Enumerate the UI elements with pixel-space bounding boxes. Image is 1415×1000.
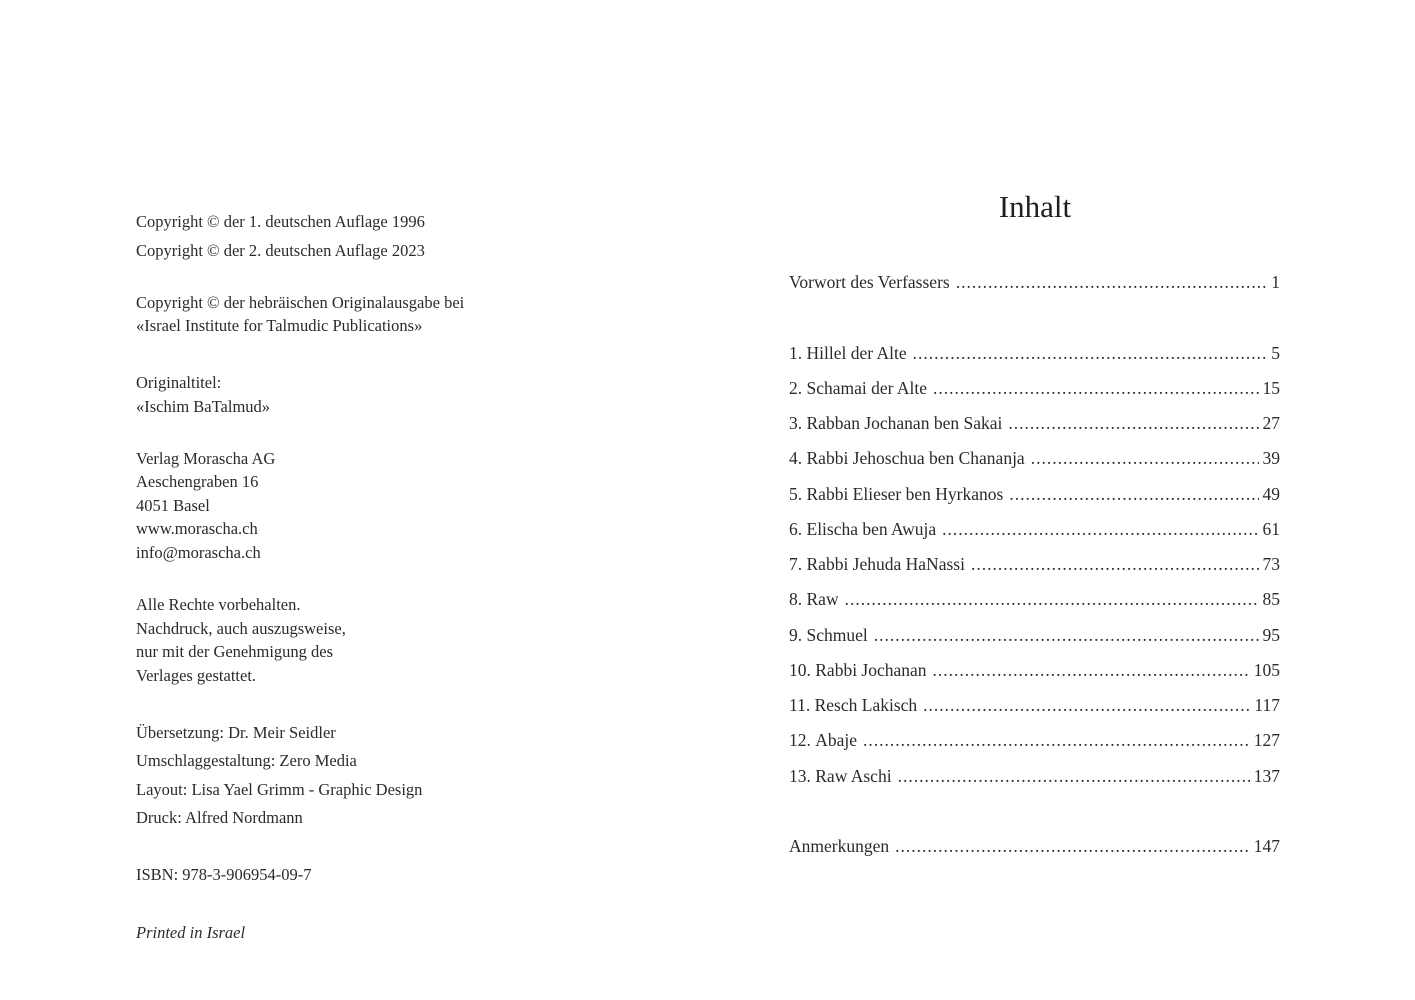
toc-entry-label: Raw [806,589,839,609]
toc-entry-number: 8. [789,589,803,609]
toc-entry-label: Elischa ben Awuja [806,519,937,539]
toc-entry-page: 127 [1253,730,1280,750]
toc-entry-label: Rabbi Jehuda HaNassi [806,554,965,574]
toc-leader-dots [942,518,1258,540]
toc-entry-page: 15 [1262,378,1280,398]
rights-line-1: Alle Rechte vorbehalten. [136,595,301,614]
toc-entry-label: Hillel der Alte [806,343,907,363]
original-title: «Ischim BaTalmud» [136,397,271,416]
toc-entry-number: 7. [789,554,803,574]
toc-entry-label: Rabbi Jochanan [815,660,927,680]
toc-entry-notes [789,835,1280,857]
publisher-website: www.morascha.ch [136,519,258,538]
toc-entry-label: Anmerkungen [789,836,890,856]
cover-design-credit: Umschlaggestaltung: Zero Media [136,751,357,770]
toc-title: Inhalt [998,189,1072,224]
layout-credit: Layout: Lisa Yael Grimm - Graphic Design [136,780,423,799]
toc-leader-dots [933,659,1250,681]
original-title-label: Originaltitel: [136,373,222,392]
toc-entry-label: Vorwort des Verfassers [789,272,950,292]
isbn: ISBN: 978-3-906954-09-7 [136,865,312,884]
original-copyright-line-1: Copyright © der hebräischen Originalausgabe bei [136,293,465,312]
publisher-email: info@morascha.ch [136,543,261,562]
toc-entry [789,624,1280,646]
publisher-city: 4051 Basel [136,496,210,515]
toc-entry-label: Resch Lakisch [814,695,918,715]
toc-entry [789,342,1280,364]
toc-entry-page: 61 [1262,519,1280,539]
toc-entry-number: 11. [789,695,811,715]
toc-entry-label: Schamai der Alte [806,378,928,398]
rights-line-3: nur mit der Genehmigung des [136,642,334,661]
toc-entry [789,447,1280,469]
toc-entry-page: 27 [1262,413,1280,433]
toc-entry-page: 39 [1262,448,1280,468]
toc-entry [789,412,1280,434]
toc-entry-number: 13. [789,766,811,786]
toc-entry-page: 1 [1271,272,1280,292]
toc-entry [789,483,1280,505]
toc-leader-dots [933,377,1258,399]
publisher-street: Aeschengraben 16 [136,472,259,491]
toc-entry-page: 117 [1254,695,1280,715]
toc-leader-dots [863,729,1250,751]
toc-leader-dots [1009,483,1258,505]
toc-entry [789,659,1280,681]
rights-line-2: Nachdruck, auch auszugsweise, [136,619,346,638]
toc-entry-label: Rabbi Jehoschua ben Chananja [806,448,1025,468]
publisher-name: Verlag Morascha AG [136,449,276,468]
toc-entry-page: 137 [1253,766,1280,786]
toc-entry-label: Abaje [815,730,858,750]
toc-leader-dots [895,835,1250,857]
toc-entry-number: 3. [789,413,803,433]
toc-entry-number: 9. [789,625,803,645]
copyright-first-edition: Copyright © der 1. deutschen Auflage 1996 [136,212,425,231]
toc-entry-number: 5. [789,484,803,504]
toc-leader-dots [956,271,1268,293]
toc-entry-page: 5 [1271,343,1280,363]
toc-entry-number: 1. [789,343,803,363]
toc-entry-number: 2. [789,378,803,398]
print-credit: Druck: Alfred Nordmann [136,808,303,827]
toc-entry-label: Schmuel [806,625,868,645]
toc-entry-label: Rabban Jochanan ben Sakai [806,413,1003,433]
toc-entry [789,694,1280,716]
printed-in: Printed in Israel [136,923,246,942]
toc-entry-label: Rabbi Elieser ben Hyrkanos [806,484,1004,504]
toc-leader-dots [971,553,1259,575]
toc-leader-dots [874,624,1259,646]
toc-leader-dots [898,765,1250,787]
toc-entry-page: 95 [1262,625,1280,645]
toc-leader-dots [923,694,1250,716]
toc-entry [789,553,1280,575]
toc-entry-page: 49 [1262,484,1280,504]
toc-entry-page: 73 [1262,554,1280,574]
toc-entry [789,377,1280,399]
rights-line-4: Verlages gestattet. [136,666,257,685]
toc-entry-number: 12. [789,730,811,750]
toc-entry [789,765,1280,787]
toc-entry [789,588,1280,610]
toc-entry-page: 105 [1253,660,1280,680]
toc-leader-dots [913,342,1268,364]
toc-entry [789,729,1280,751]
toc-entry-number: 10. [789,660,811,680]
toc-leader-dots [1031,447,1259,469]
original-copyright-line-2: «Israel Institute for Talmudic Publications» [136,316,423,335]
toc-entry-page: 147 [1253,836,1280,856]
toc-leader-dots [845,588,1259,610]
toc-entry-number: 4. [789,448,803,468]
translation-credit: Übersetzung: Dr. Meir Seidler [136,723,336,742]
toc-entry-page: 85 [1262,589,1280,609]
toc-leader-dots [1008,412,1258,434]
toc-entry-label: Raw Aschi [815,766,892,786]
toc-entry-preface [789,271,1280,293]
copyright-second-edition: Copyright © der 2. deutschen Auflage 2023 [136,241,425,260]
toc-entry [789,518,1280,540]
toc-entry-number: 6. [789,519,803,539]
